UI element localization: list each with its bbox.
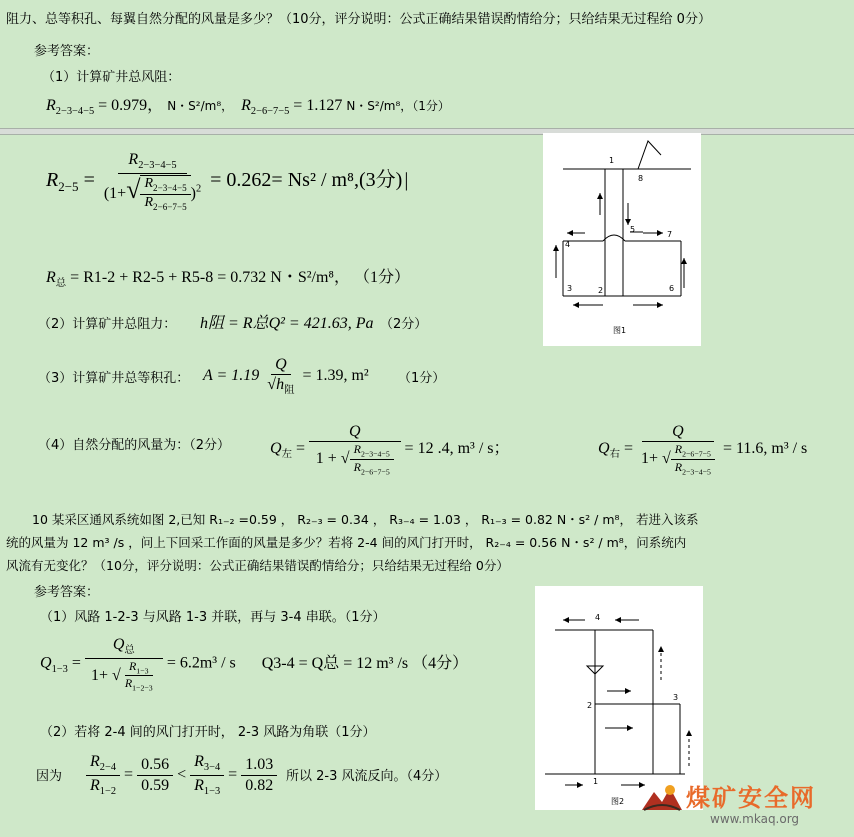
fig1-caption: 图1 [613, 326, 627, 335]
fig1-node-5: 5 [630, 225, 636, 234]
brand-url: www.mkaq.org [710, 812, 800, 826]
q10-line2: 统的风量为 12 m³ /s ，问上下回采工作面的风量是多少？若将 2-4 间的风门打开时， R₂₋₄ = 0.56 N・s² / m⁸，问系统内 [6, 535, 687, 550]
figure-1-diagram [543, 133, 701, 346]
ratio-comparison: $\frac{R_{2-4}}{R_{1-2}}$ = $\frac{0.56}{0.59}$ < $\frac{R_{3-4}}{R_{1-3}}$ = $\frac{1.03}{0.82}$ [86, 752, 277, 798]
fig1-node-4: 4 [565, 240, 571, 249]
fig1-node-1: 1 [609, 156, 615, 165]
fig1-node-6: 6 [669, 284, 675, 293]
q10-step2: （2）若将 2-4 间的风门打开时， 2-3 风路为角联（1分） [40, 725, 376, 740]
q10-line1: 10 某采区通风系统如图 2,已知 R₁₋₂ =0.59 ， R₂₋₃ = 0.34 ， R₃₋₄ = 1.03 ， R₁₋₃ = 0.82 N・s² / m⁸， 若进入该系 [32, 512, 699, 527]
answer-label: 参考答案： [34, 44, 100, 59]
step3-label: （3）计算矿井总等积孔： [38, 371, 190, 386]
answer-label-2: 参考答案： [34, 585, 100, 600]
r-total-formula: $R_总 = R1-2 + R2-5 + R5-8 = 0.732$ N・S²/m⁸， （1分） [46, 269, 410, 290]
fig2-node-4: 4 [595, 613, 601, 622]
step3-formula: A = 1.19 $\frac{Q}{√h_阻}$ = 1.39, m² [203, 356, 369, 397]
step1-label: （1）计算矿井总风阻： [42, 70, 181, 85]
step2-label: （2）计算矿井总阻力： [38, 317, 177, 332]
because-label: 因为 [36, 769, 63, 784]
fig1-node-3: 3 [567, 284, 573, 293]
watermark [640, 778, 845, 832]
fig1-node-2: 2 [598, 286, 604, 295]
q-right-formula: $Q_右$ = Q 1+ √ $\frac{R_{2-6-7-5}}{R_{2-3-4-5}}$ = 11.6, m³ / s [598, 423, 808, 477]
step3-score: （1分） [398, 371, 446, 386]
fig1-node-7: 7 [667, 230, 673, 239]
figure-1 [543, 133, 701, 346]
fig2-node-2: 2 [587, 701, 593, 710]
step4-label: （4）自然分配的风量为：（2分） [38, 438, 231, 453]
step2-formula: h阻 = R总Q² = 421.63, Pa [200, 315, 374, 332]
conclusion: 所以 2-3 风流反向。（4分） [286, 769, 448, 784]
brand-text: 煤矿安全网 [686, 783, 816, 812]
question9-tail: 阻力、总等积孔、每翼自然分配的风量是多少？（10分，评分说明：公式正确结果错误酌情给分；只给结果无过程给 0分） [6, 12, 711, 27]
resistance-line: $R_{2-3-4-5} = 0.979$， N・S²/m⁸， $R_{2-6-7-5} = 1.127$ N・S²/m⁸，（1分） [46, 97, 450, 118]
mountain-logo-icon [640, 780, 684, 814]
page-separator [0, 128, 854, 135]
q10-line3: 风流有无变化？（10分，评分说明：公式正确结果错误酌情给分；只给结果无过程给 0分） [6, 558, 509, 573]
figure-2-diagram [535, 586, 703, 810]
q10-step1: （1）风路 1-2-3 与风路 1-3 并联，再与 3-4 串联。（1分） [40, 610, 386, 625]
fig2-node-3: 3 [673, 693, 679, 702]
fig2-caption: 图2 [611, 797, 625, 806]
q-left-formula: $Q_左$ = Q 1 + √ $\frac{R_{2-3-4-5}}{R_{2-6-7-5}}$ = 12 .4, m³ / s； [270, 423, 510, 477]
fig1-node-8: 8 [638, 174, 644, 183]
r25-formula: $R_{2-5}$ = $R_{2-3-4-5}$ (1+√ $\frac{R_{2-3-4-5}}{R_{2-6-7-5}}$ )$^2$ = 0.262= Ns² / m⁸,(3分) | [46, 151, 409, 212]
q13-formula: $Q_{1-3}$ = $Q_总$ 1+ √ $\frac{R_{1-3}}{R_{1-2-3}}$ = 6.2m³ / s Q3-4 = Q总 = 12 m³ /s （4分） [40, 636, 469, 693]
figure-2 [535, 586, 703, 810]
fig2-node-1: 1 [593, 777, 599, 786]
step2-score: （2分） [380, 317, 428, 332]
